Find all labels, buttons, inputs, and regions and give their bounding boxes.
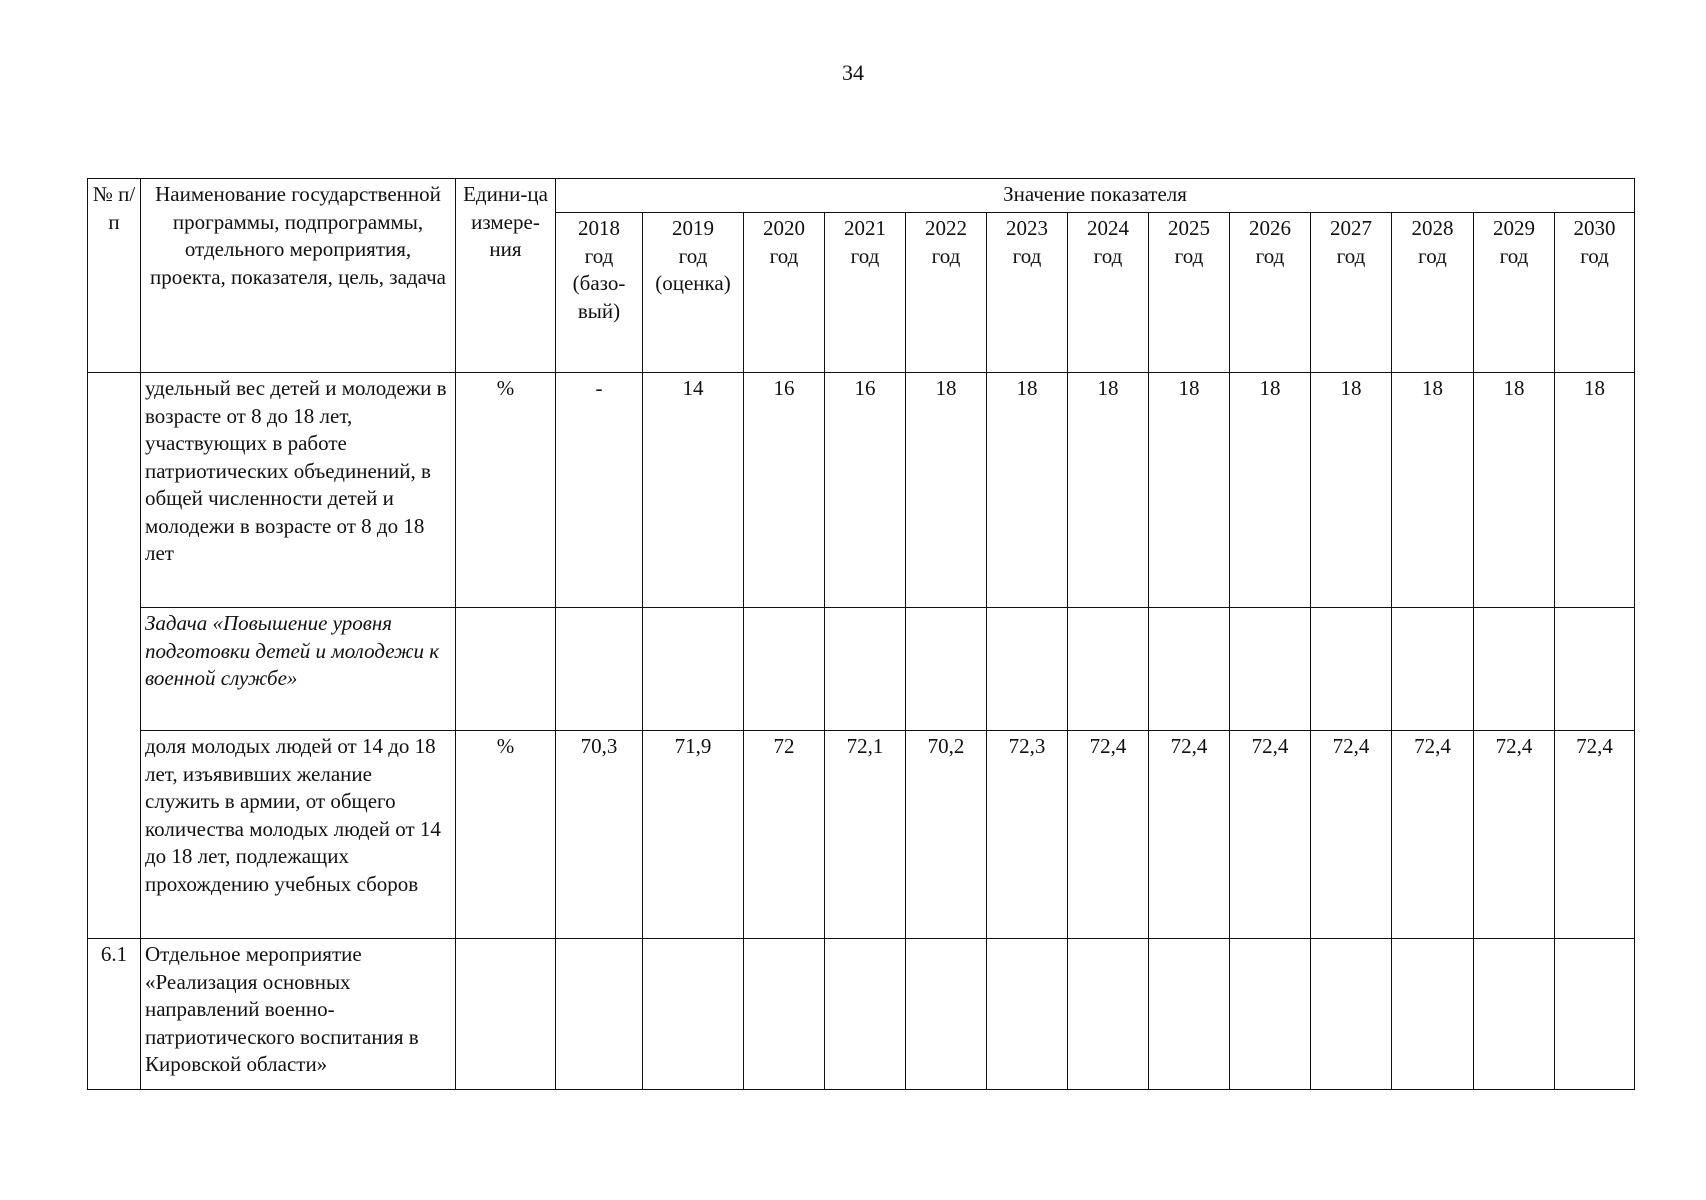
header-year-line: 2024: [1087, 216, 1129, 240]
row-value: [906, 608, 987, 731]
header-year-2029: [1474, 213, 1555, 373]
row-unit: %: [456, 731, 556, 939]
row-value: 18: [1311, 373, 1392, 608]
header-year-line: 2030: [1573, 216, 1616, 240]
header-year-line: год: [1012, 243, 1042, 268]
row-value: [1311, 608, 1392, 731]
row-value: [1555, 939, 1635, 1090]
header-year-line: год: [1336, 243, 1366, 268]
row-value: [1068, 608, 1149, 731]
row-value: [1474, 939, 1555, 1090]
header-year-line: (оценка): [655, 271, 731, 295]
header-num: № п/п: [88, 179, 141, 373]
header-year-line: год: [584, 243, 614, 268]
header-year-2021: [825, 213, 906, 373]
header-year-line: год: [678, 243, 708, 268]
row-num: 6.1: [88, 939, 141, 1090]
row-value: 14: [643, 373, 744, 608]
row-value: 72,4: [1149, 731, 1230, 939]
header-year-line: год: [931, 243, 961, 268]
row-value: 71,9: [643, 731, 744, 939]
row-value: 72,4: [1555, 731, 1635, 939]
header-year-line: год: [1499, 243, 1529, 268]
row-value: [1392, 939, 1474, 1090]
header-year-line: 2026: [1249, 216, 1291, 240]
indicators-table: [87, 178, 1635, 1090]
header-year-line: год: [1255, 243, 1285, 268]
header-unit: Едини-ца измере-ния: [456, 179, 556, 373]
row-value: [1149, 608, 1230, 731]
header-year-2028: [1392, 213, 1474, 373]
row-value: -: [556, 373, 643, 608]
header-year-line: 2022: [925, 216, 967, 240]
header-year-2022: [906, 213, 987, 373]
header-year-line: год: [1418, 243, 1447, 268]
row-value: [1068, 939, 1149, 1090]
header-row-top: [88, 179, 1635, 213]
row-value: [987, 608, 1068, 731]
row-value: [825, 939, 906, 1090]
header-year-line: год: [850, 243, 880, 268]
row-value: 18: [1474, 373, 1555, 608]
header-year-2018: [556, 213, 643, 373]
row-value: 72,4: [1311, 731, 1392, 939]
row-value: 18: [906, 373, 987, 608]
row-value: 72,1: [825, 731, 906, 939]
row-value: 18: [1555, 373, 1635, 608]
row-unit: [456, 939, 556, 1090]
row-value: [1392, 608, 1474, 731]
row-value: 72,4: [1474, 731, 1555, 939]
header-year-line: вый): [577, 298, 621, 323]
header-year-line: (базо-: [572, 271, 626, 295]
row-value: [556, 608, 643, 731]
header-year-line: 2027: [1330, 216, 1372, 240]
row-value: 18: [1392, 373, 1474, 608]
row-name: удельный вес детей и молодежи в возрасте от 8 до 18 лет, участвующих в работе патриотических объединений, в общей численности детей и молодежи в возрасте от 8 до 18 лет: [141, 373, 456, 608]
row-unit: [456, 608, 556, 731]
row-value: 72,4: [1068, 731, 1149, 939]
header-year-2020: [744, 213, 825, 373]
row-value: [643, 608, 744, 731]
header-year-line: год: [1093, 243, 1123, 268]
header-year-line: 2021: [844, 216, 886, 240]
header-year-line: 2028: [1411, 216, 1454, 240]
header-name: Наименование государственной программы, подпрограммы, отдельного мероприятия, проекта, показателя, цель, задача: [141, 179, 456, 373]
table-row: [88, 731, 1635, 939]
header-year-line: 2019: [672, 216, 714, 240]
header-year-line: 2025: [1168, 216, 1210, 240]
page-number: 34: [842, 60, 864, 85]
row-value: 72,4: [1392, 731, 1474, 939]
header-year-2026: [1230, 213, 1311, 373]
row-value: 18: [987, 373, 1068, 608]
row-value: [744, 939, 825, 1090]
row-value: 16: [744, 373, 825, 608]
header-year-2019: [643, 213, 744, 373]
table-body: [88, 373, 1635, 1090]
header-year-2027: [1311, 213, 1392, 373]
table-row: [88, 939, 1635, 1090]
header-year-line: 2023: [1006, 216, 1048, 240]
header-year-2024: [1068, 213, 1149, 373]
row-name: доля молодых людей от 14 до 18 лет, изъявивших желание служить в армии, от общего количества молодых людей от 14 до 18 лет, подлежащих прохождению учебных сборов: [141, 731, 456, 939]
row-value: [987, 939, 1068, 1090]
header-year-2023: [987, 213, 1068, 373]
header-year-2030: [1555, 213, 1635, 373]
header-year-line: 2018: [578, 216, 620, 240]
row-value: 18: [1149, 373, 1230, 608]
row-value: [1230, 608, 1311, 731]
row-num: [88, 373, 141, 939]
table-row: [88, 373, 1635, 608]
header-year-line: год: [1580, 243, 1609, 268]
header-year-line: 2020: [763, 216, 805, 240]
row-value: [1149, 939, 1230, 1090]
row-value: 72: [744, 731, 825, 939]
row-value: 72,4: [1230, 731, 1311, 939]
row-value: [1311, 939, 1392, 1090]
row-name: Отдельное мероприятие «Реализация основных направлений военно-патриотического воспитания в Кировской области»: [141, 939, 456, 1090]
row-value: 72,3: [987, 731, 1068, 939]
row-value: 18: [1068, 373, 1149, 608]
row-value: 16: [825, 373, 906, 608]
row-value: [906, 939, 987, 1090]
row-value: [643, 939, 744, 1090]
header-year-line: год: [769, 243, 799, 268]
header-values-group: Значение показателя: [556, 179, 1635, 213]
row-value: [744, 608, 825, 731]
header-year-2025: [1149, 213, 1230, 373]
row-value: [825, 608, 906, 731]
row-value: 18: [1230, 373, 1311, 608]
row-value: [556, 939, 643, 1090]
row-value: 70,2: [906, 731, 987, 939]
header-year-line: 2029: [1493, 216, 1535, 240]
header-year-line: год: [1174, 243, 1204, 268]
row-value: [1230, 939, 1311, 1090]
row-unit: %: [456, 373, 556, 608]
row-name: Задача «Повышение уровня подготовки детей и молодежи к военной службе»: [141, 608, 456, 731]
table-header: [88, 179, 1635, 373]
table-row: [88, 608, 1635, 731]
row-value: [1474, 608, 1555, 731]
row-value: 70,3: [556, 731, 643, 939]
row-value: [1555, 608, 1635, 731]
